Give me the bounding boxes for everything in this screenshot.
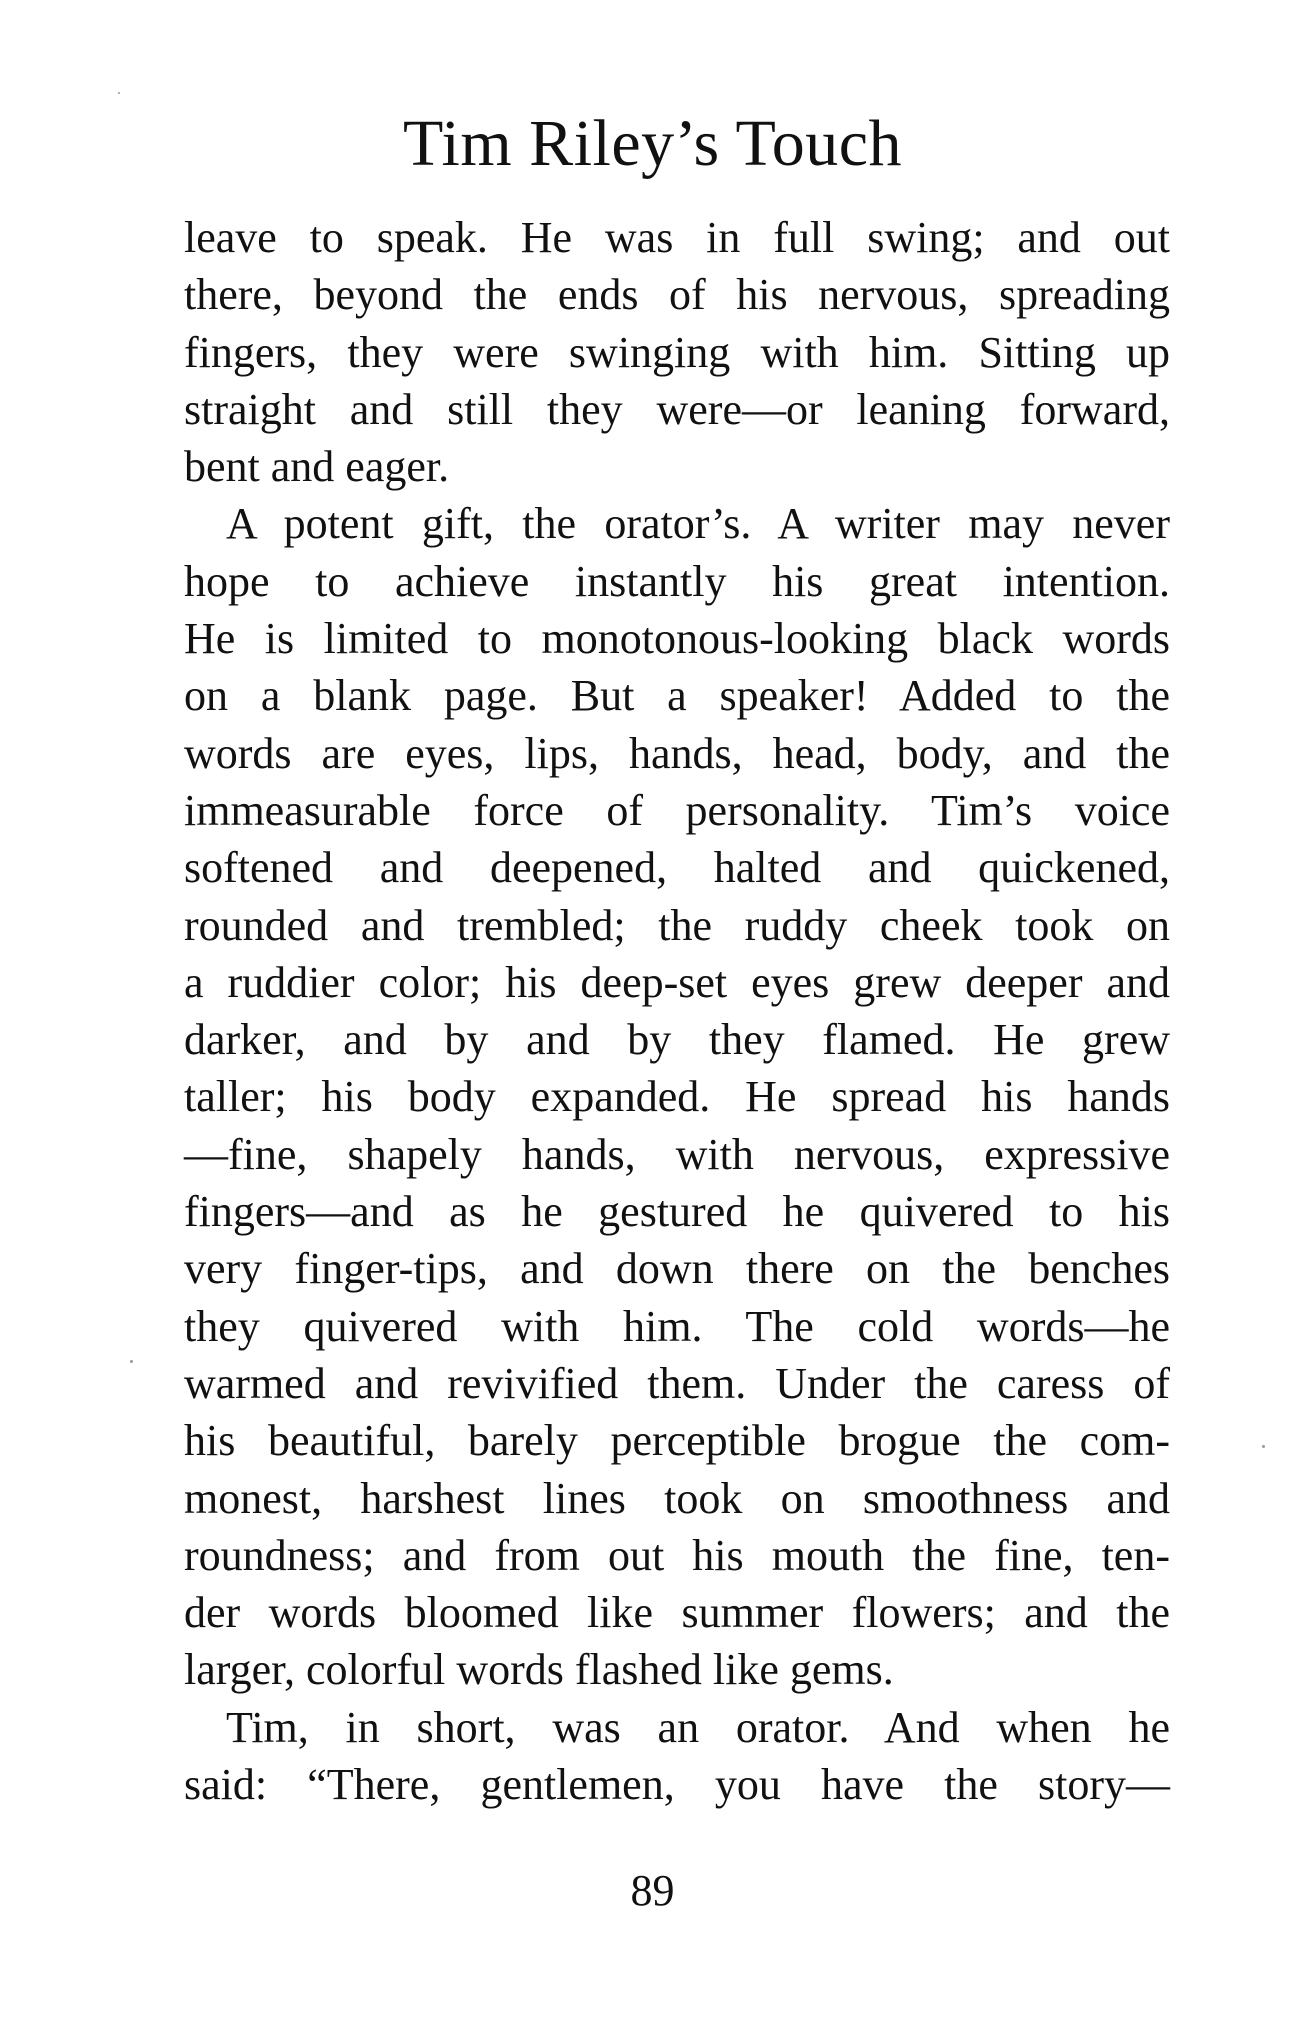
text-line: his beautiful, barely perceptible brogue the com- [184, 1416, 1170, 1466]
paper-speck [118, 92, 120, 94]
text-line: straight and still they were—or leaning forward, [184, 384, 1170, 434]
text-line: taller; his body expanded. He spread his hands [184, 1072, 1170, 1122]
text-line: immeasurable force of personality. Tim’s voice [184, 785, 1170, 835]
text-line: warmed and revivified them. Under the caress of [184, 1358, 1170, 1408]
text-line: leave to speak. He was in full swing; and out [184, 213, 1170, 262]
text-line: A potent gift, the orator’s. A writer may never [226, 499, 1170, 549]
text-line: roundness; and from out his mouth the fine, ten- [184, 1530, 1170, 1580]
text-line: —fine, shapely hands, with nervous, expressive [184, 1129, 1170, 1179]
text-line: Tim, in short, was an orator. And when he [226, 1702, 1170, 1752]
text-line: der words bloomed like summer flowers; and the [184, 1588, 1170, 1638]
paper-speck [1262, 1445, 1265, 1448]
text-line: softened and deepened, halted and quickened, [184, 843, 1170, 893]
text-line: rounded and trembled; the ruddy cheek took on [184, 900, 1170, 950]
text-line: hope to achieve instantly his great intention. [184, 556, 1170, 606]
running-head: Tim Riley’s Touch [403, 107, 902, 180]
text-line: on a blank page. But a speaker! Added to the [184, 671, 1170, 721]
text-line: fingers—and as he gestured he quivered to his [184, 1187, 1170, 1237]
text-line: words are eyes, lips, hands, head, body, and the [184, 728, 1170, 778]
text-line: there, beyond the ends of his nervous, spreading [184, 270, 1170, 320]
text-line: He is limited to monotonous-looking black words [184, 614, 1170, 664]
text-line: very finger-tips, and down there on the benches [184, 1244, 1170, 1294]
text-line: darker, and by and by they flamed. He grew [184, 1015, 1170, 1065]
text-line: larger, colorful words flashed like gems. [184, 1645, 894, 1695]
text-line: a ruddier color; his deep-set eyes grew deeper and [184, 957, 1170, 1007]
text-line: said: “There, gentlemen, you have the story— [184, 1760, 1170, 1810]
text-line: bent and eager. [184, 442, 450, 492]
body-text [184, 209, 1170, 1813]
page-number: 89 [630, 1866, 675, 1915]
text-line: they quivered with him. The cold words—he [184, 1301, 1170, 1351]
paper-speck [130, 1360, 133, 1363]
text-line: fingers, they were swinging with him. Sitting up [184, 327, 1170, 377]
text-line: monest, harshest lines took on smoothness and [184, 1473, 1170, 1523]
